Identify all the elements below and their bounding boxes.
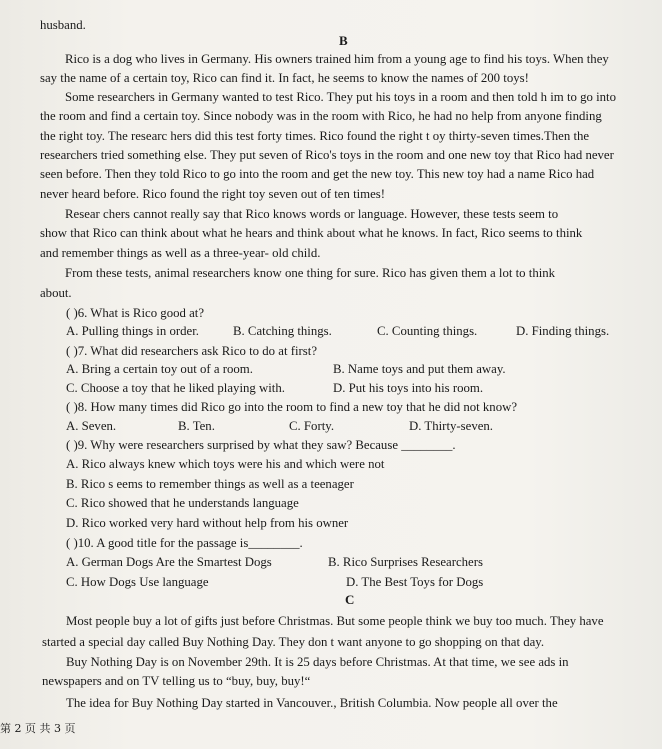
passage-b-line: Resear chers cannot really say that Rico knows words or language. However, these tests seem to	[65, 207, 559, 221]
question-8-option-b: B. Ten.	[178, 419, 215, 433]
section-heading-c: C	[345, 592, 355, 607]
question-9-option-a: A. Rico always knew which toys were his and which were not	[66, 457, 385, 471]
passage-c-line: newspapers and on TV telling us to “buy, buy, buy!“	[42, 674, 311, 688]
question-9-option-d: D. Rico worked very hard without help from his owner	[66, 516, 349, 530]
passage-b-line: and remember things as well as a three-year- old child.	[40, 246, 321, 260]
passage-b-line: about.	[40, 286, 72, 300]
question-10-option-b: B. Rico Surprises Researchers	[328, 555, 483, 569]
question-6-stem: ( )6. What is Rico good at?	[66, 306, 205, 320]
question-8-option-d: D. Thirty-seven.	[409, 419, 493, 433]
passage-c-line: Most people buy a lot of gifts just before Christmas. But some people think we buy too much. They have	[66, 614, 604, 628]
passage-b-line: the room and find a certain toy. Since nobody was in the room with Rico, he had no help from anyone finding	[40, 109, 602, 123]
passage-c-line: The idea for Buy Nothing Day started in Vancouver., British Columbia. Now people all over the	[66, 696, 558, 710]
question-10-option-d: D. The Best Toys for Dogs	[346, 575, 484, 589]
question-9-option-b: B. Rico s eems to remember things as well as a teenager	[66, 477, 354, 491]
passage-b-line: Some researchers in Germany wanted to test Rico. They put his toys in a room and then told h im to go into	[65, 90, 616, 104]
question-7-option-d: D. Put his toys into his room.	[333, 381, 484, 395]
question-7-option-b: B. Name toys and put them away.	[333, 362, 506, 376]
question-9-option-c: C. Rico showed that he understands language	[66, 496, 299, 510]
passage-c-line: Buy Nothing Day is on November 29th. It is 25 days before Christmas. At that time, we see ads in	[66, 655, 569, 669]
question-8-stem: ( )8. How many times did Rico go into the room to find a new toy that he did not know?	[66, 400, 518, 414]
question-6-option-a: A. Pulling things in order.	[66, 324, 199, 338]
question-8-option-a: A. Seven.	[66, 419, 117, 433]
passage-c-line: started a special day called Buy Nothing Day. They don t want anyone to go shopping on that day.	[42, 635, 545, 649]
question-10-option-a: A. German Dogs Are the Smartest Dogs	[66, 555, 272, 569]
question-7-option-a: A. Bring a certain toy out of a room.	[66, 362, 253, 376]
passage-b-line: researchers tried something else. They put seven of Rico's toys in the room and one new toy that Rico had never	[40, 148, 614, 162]
passage-b-line: the right toy. The researc hers did this test forty times. Rico found the right t oy thirty-seven times.Then the	[40, 129, 590, 143]
passage-b-line: seen before. Then they told Rico to go into the room and get the new toy. This new toy had a name Rico had	[40, 167, 595, 181]
passage-b-line: show that Rico can think about what he hears and think about what he knows. In fact, Rico seems to think	[40, 226, 583, 240]
question-7-stem: ( )7. What did researchers ask Rico to do at first?	[66, 344, 317, 358]
question-6-option-c: C. Counting things.	[377, 324, 478, 338]
question-6-option-b: B. Catching things.	[233, 324, 332, 338]
question-10-stem: ( )10. A good title for the passage is________.	[66, 536, 303, 550]
question-10-option-c: C. How Dogs Use language	[66, 575, 209, 589]
passage-b-line: From these tests, animal researchers know one thing for sure. Rico has given them a lot to think	[65, 266, 556, 280]
question-6-option-d: D. Finding things.	[516, 324, 610, 338]
passage-b-line: never heard before. Rico found the right toy seven out of ten times!	[40, 187, 386, 201]
question-9-stem: ( )9. Why were researchers surprised by what they saw? Because ________.	[66, 438, 456, 452]
top-fragment: husband.	[40, 18, 86, 32]
question-8-option-c: C. Forty.	[289, 419, 335, 433]
question-7-option-c: C. Choose a toy that he liked playing with.	[66, 381, 285, 395]
page-footer: 第 2 页 共 3 页	[0, 722, 76, 735]
section-heading-b: B	[339, 33, 348, 48]
passage-b-line: Rico is a dog who lives in Germany. His owners trained him from a young age to find his toys. When they	[65, 52, 609, 66]
passage-b-line: say the name of a certain toy, Rico can find it. In fact, he seems to know the names of 200 toys!	[40, 71, 529, 85]
